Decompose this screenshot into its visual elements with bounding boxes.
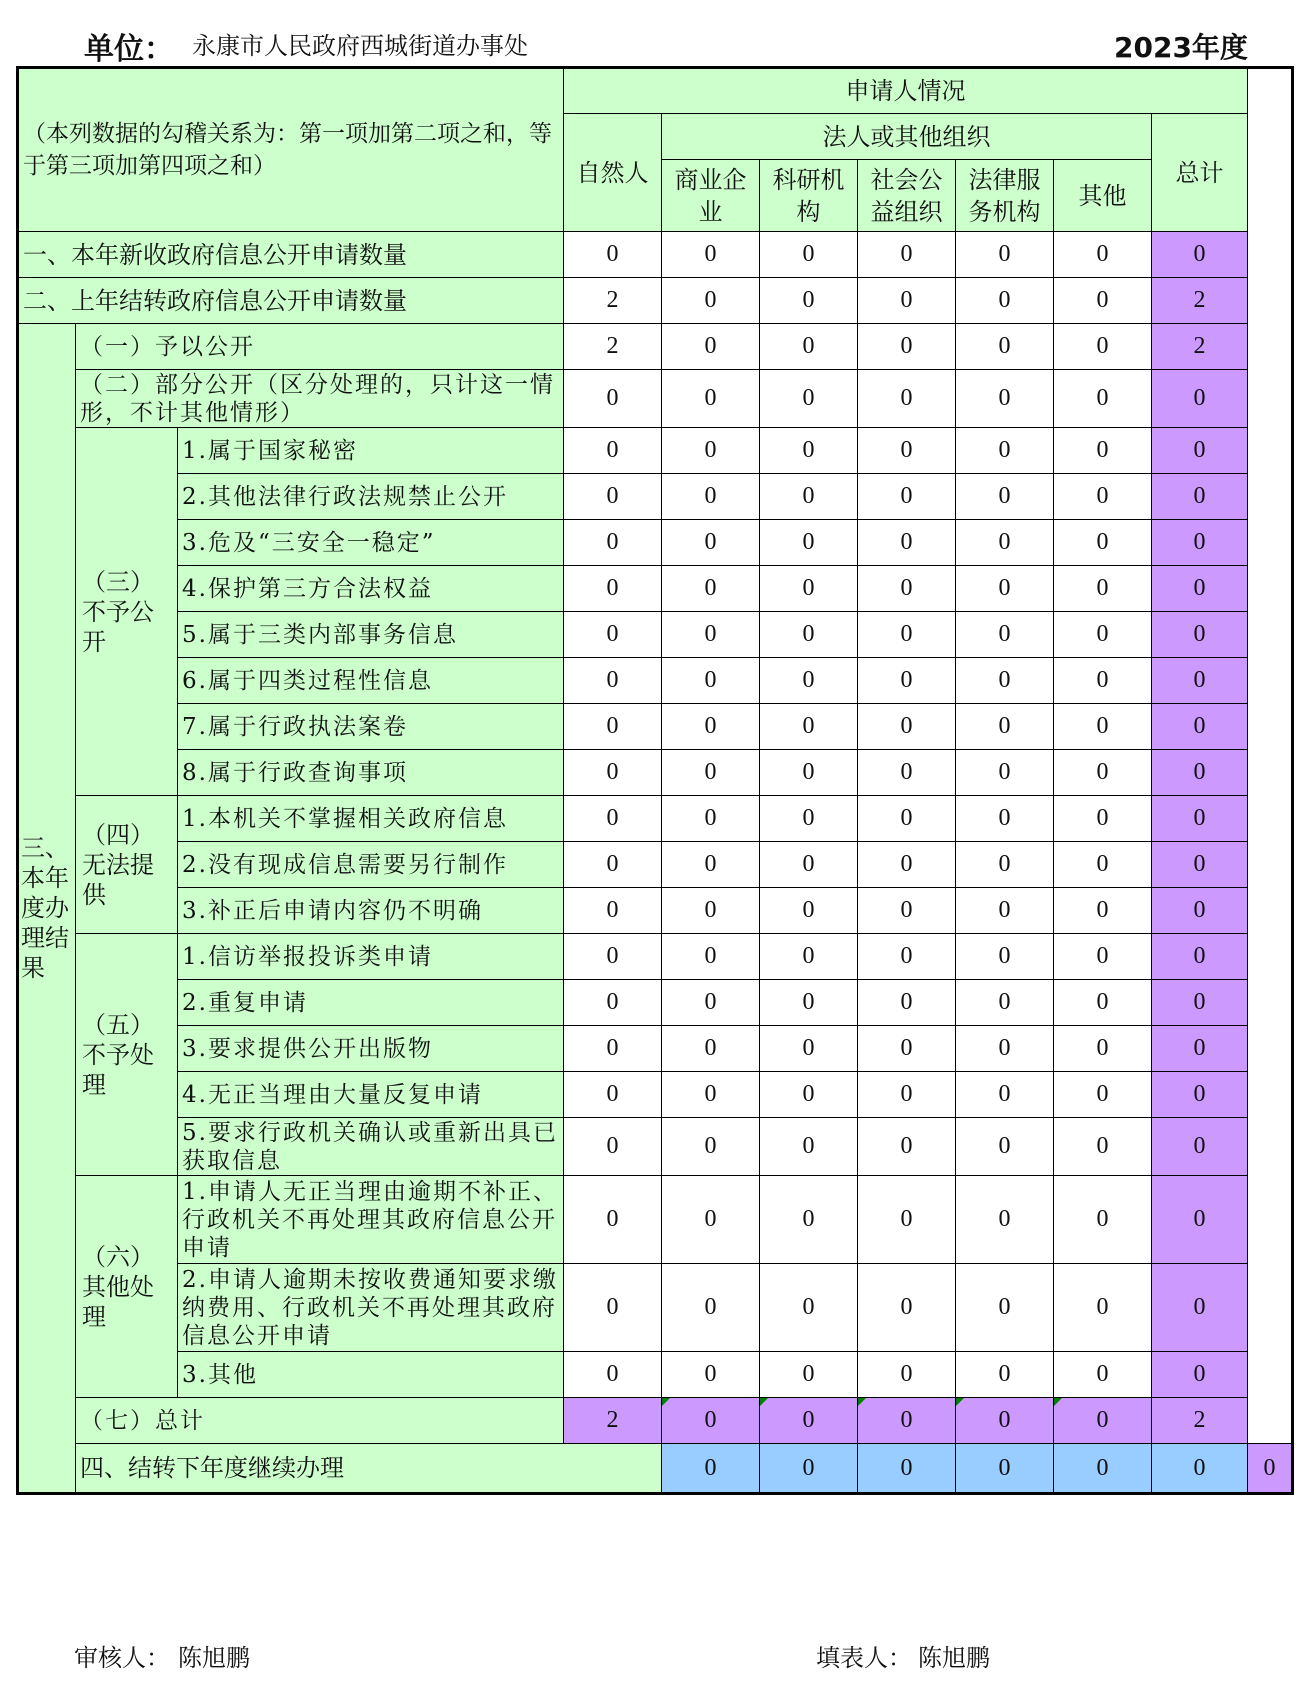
total-cell: 0: [1152, 520, 1248, 566]
table-row: [18, 796, 1293, 842]
cell: 0: [858, 520, 956, 566]
cell: 0: [956, 1398, 1054, 1444]
row-label: 3.其他: [178, 1352, 564, 1398]
table-row: [18, 566, 1293, 612]
row-label: （二）部分公开（区分处理的，只计这一情形，不计其他情形）: [76, 370, 564, 428]
row-label: 5.要求行政机关确认或重新出具已获取信息: [178, 1118, 564, 1176]
cell: 0: [1054, 888, 1152, 934]
cell: 0: [1054, 370, 1152, 428]
cell: 0: [858, 278, 956, 324]
total-cell: 0: [1152, 658, 1248, 704]
other-header: 其他: [1054, 160, 1152, 232]
cell: 0: [760, 888, 858, 934]
research-header: 科研机构: [760, 160, 858, 232]
cell: 0: [956, 1352, 1054, 1398]
cell: 0: [956, 1444, 1054, 1494]
filler-label: 填表人：: [816, 1644, 912, 1672]
cell: 0: [858, 1352, 956, 1398]
cell: 0: [564, 796, 662, 842]
total-cell: 0: [1152, 1118, 1248, 1176]
table-row: [18, 232, 1293, 278]
total-cell: 0: [1152, 370, 1248, 428]
cell: 0: [858, 1072, 956, 1118]
total-cell: 0: [1152, 474, 1248, 520]
table-row: [18, 520, 1293, 566]
total-cell: 0: [1152, 1072, 1248, 1118]
cell: 0: [956, 750, 1054, 796]
report-header: [16, 14, 1296, 67]
cell: 0: [956, 612, 1054, 658]
cell: 0: [1152, 1444, 1248, 1494]
cell: 0: [662, 232, 760, 278]
cell: 0: [662, 934, 760, 980]
cell: 0: [564, 520, 662, 566]
checksum-note: （本列数据的勾稽关系为：第一项加第二项之和，等于第三项加第四项之和）: [18, 68, 564, 232]
table-row: [18, 750, 1293, 796]
cell: 0: [858, 474, 956, 520]
cell: 0: [1054, 980, 1152, 1026]
row-label: 1.本机关不掌握相关政府信息: [178, 796, 564, 842]
cell: 0: [662, 1352, 760, 1398]
cell: 2: [564, 1398, 662, 1444]
cell: 0: [760, 1444, 858, 1494]
row-label: 1.申请人无正当理由逾期不补正、行政机关不再处理其政府信息公开申请: [178, 1176, 564, 1264]
cell: 0: [1054, 324, 1152, 370]
unit-label: 单位：: [84, 32, 174, 67]
cell: 0: [662, 842, 760, 888]
cell: 0: [858, 1444, 956, 1494]
cell: 0: [760, 934, 858, 980]
total-cell: 2: [1152, 278, 1248, 324]
social-header: 社会公益组织: [858, 160, 956, 232]
cell: 0: [956, 278, 1054, 324]
cell: 0: [564, 1072, 662, 1118]
g5-label: （五）不予处理: [76, 934, 178, 1176]
cell: 0: [858, 796, 956, 842]
cell: 0: [858, 566, 956, 612]
cell: 0: [760, 474, 858, 520]
cell: 0: [564, 934, 662, 980]
cell: 0: [564, 232, 662, 278]
total-cell: 0: [1152, 1176, 1248, 1264]
cell: 0: [1054, 704, 1152, 750]
cell: 0: [858, 934, 956, 980]
cell: 0: [662, 1176, 760, 1264]
cell: 0: [1054, 612, 1152, 658]
cell: 0: [760, 750, 858, 796]
cell: 0: [564, 1026, 662, 1072]
row-label: 3.危及“三安全一稳定”: [178, 520, 564, 566]
cell: 0: [662, 1118, 760, 1176]
cell: 0: [760, 704, 858, 750]
g6-label: （六）其他处理: [76, 1176, 178, 1398]
total-cell: 0: [1152, 796, 1248, 842]
cell: 0: [564, 612, 662, 658]
total-cell: 2: [1152, 324, 1248, 370]
legal-group-header: 法人或其他组织: [662, 114, 1152, 160]
cell: 0: [1054, 566, 1152, 612]
cell: 0: [564, 888, 662, 934]
table-row: [18, 658, 1293, 704]
cell: 0: [662, 1026, 760, 1072]
g4-label: （四）无法提供: [76, 796, 178, 934]
cell: 0: [858, 750, 956, 796]
commercial-header: 商业企业: [662, 160, 760, 232]
cell: 0: [1054, 1026, 1152, 1072]
total-header: 总计: [1152, 114, 1248, 232]
total-cell: 0: [1152, 566, 1248, 612]
cell: 0: [858, 980, 956, 1026]
cell: 0: [564, 704, 662, 750]
cell: 0: [1054, 934, 1152, 980]
table-row: [18, 324, 1293, 370]
cell: 0: [760, 1398, 858, 1444]
cell: 0: [956, 1072, 1054, 1118]
natural-person-header: 自然人: [564, 114, 662, 232]
cell: 0: [662, 704, 760, 750]
row-label: （七）总计: [76, 1398, 564, 1444]
unit-name: 永康市人民政府西城街道办事处: [192, 32, 528, 60]
cell: 0: [760, 796, 858, 842]
cell: 0: [662, 612, 760, 658]
cell: 0: [1054, 750, 1152, 796]
table-row: [18, 1398, 1293, 1444]
cell: 0: [662, 474, 760, 520]
row-label: 8.属于行政查询事项: [178, 750, 564, 796]
row-label: 6.属于四类过程性信息: [178, 658, 564, 704]
row-label: 3.要求提供公开出版物: [178, 1026, 564, 1072]
cell: 0: [760, 1118, 858, 1176]
cell: 0: [858, 888, 956, 934]
cell: 0: [956, 1264, 1054, 1352]
total-cell: 0: [1152, 750, 1248, 796]
cell: 2: [564, 324, 662, 370]
cell: 0: [956, 370, 1054, 428]
report-table: [16, 66, 1294, 1495]
row-label: 二、上年结转政府信息公开申请数量: [18, 278, 564, 324]
cell: 0: [564, 658, 662, 704]
cell: 0: [956, 474, 1054, 520]
cell: 0: [1054, 474, 1152, 520]
cell: 0: [956, 428, 1054, 474]
cell: 0: [858, 842, 956, 888]
table-row: [18, 370, 1293, 428]
cell: 0: [1054, 1118, 1152, 1176]
cell: 0: [760, 520, 858, 566]
cell: 0: [564, 980, 662, 1026]
g3-label: （三）不予公开: [76, 428, 178, 796]
row-label: （一）予以公开: [76, 324, 564, 370]
cell: 0: [760, 566, 858, 612]
cell: 0: [760, 1176, 858, 1264]
cell: 0: [564, 428, 662, 474]
cell: 0: [564, 1176, 662, 1264]
row-label: 2.没有现成信息需要另行制作: [178, 842, 564, 888]
table-row: [18, 612, 1293, 658]
cell: 2: [564, 278, 662, 324]
cell: 0: [760, 842, 858, 888]
row-label: 4.保护第三方合法权益: [178, 566, 564, 612]
cell: 0: [760, 232, 858, 278]
cell: 0: [1054, 658, 1152, 704]
cell: 0: [956, 566, 1054, 612]
cell: 0: [956, 934, 1054, 980]
total-cell: 0: [1248, 1444, 1293, 1494]
cell: 0: [956, 324, 1054, 370]
cell: 0: [858, 1176, 956, 1264]
cell: 0: [858, 704, 956, 750]
table-row: [18, 704, 1293, 750]
cell: 0: [956, 520, 1054, 566]
cell: 0: [760, 658, 858, 704]
cell: 0: [858, 428, 956, 474]
cell: 0: [858, 232, 956, 278]
row-label: 四、结转下年度继续办理: [76, 1444, 662, 1494]
cell: 0: [564, 842, 662, 888]
cell: 0: [956, 1118, 1054, 1176]
filler-name: 陈旭鹏: [918, 1644, 990, 1672]
cell: 0: [760, 324, 858, 370]
cell: 0: [662, 566, 760, 612]
cell: 0: [662, 278, 760, 324]
row-label: 3.补正后申请内容仍不明确: [178, 888, 564, 934]
table-row: [18, 1118, 1293, 1176]
reviewer-name: 陈旭鹏: [178, 1644, 250, 1672]
table-row: [18, 1352, 1293, 1398]
section3-label: 三、本年度办理结果: [18, 324, 76, 1494]
row-label: 2.其他法律行政法规禁止公开: [178, 474, 564, 520]
row-label: 一、本年新收政府信息公开申请数量: [18, 232, 564, 278]
cell: 0: [1054, 1264, 1152, 1352]
cell: 0: [564, 566, 662, 612]
cell: 0: [760, 278, 858, 324]
cell: 0: [760, 1072, 858, 1118]
cell: 0: [1054, 278, 1152, 324]
cell: 0: [760, 612, 858, 658]
table-row: [18, 1444, 1293, 1494]
report-footer: [16, 1618, 1294, 1688]
cell: 0: [1054, 842, 1152, 888]
row-label: 2.重复申请: [178, 980, 564, 1026]
cell: 0: [662, 1444, 760, 1494]
cell: 0: [564, 370, 662, 428]
cell: 0: [564, 750, 662, 796]
total-cell: 2: [1152, 1398, 1248, 1444]
applicant-header: 申请人情况: [564, 68, 1248, 114]
total-cell: 0: [1152, 704, 1248, 750]
cell: 0: [956, 980, 1054, 1026]
legal-service-header: 法律服务机构: [956, 160, 1054, 232]
table-row: [18, 1176, 1293, 1264]
cell: 0: [760, 370, 858, 428]
total-cell: 0: [1152, 842, 1248, 888]
cell: 0: [858, 1264, 956, 1352]
cell: 0: [956, 796, 1054, 842]
cell: 0: [760, 428, 858, 474]
cell: 0: [662, 980, 760, 1026]
row-label: 7.属于行政执法案卷: [178, 704, 564, 750]
cell: 0: [956, 704, 1054, 750]
table-row: [18, 842, 1293, 888]
cell: 0: [564, 1352, 662, 1398]
cell: 0: [956, 658, 1054, 704]
cell: 0: [564, 1118, 662, 1176]
total-cell: 0: [1152, 1026, 1248, 1072]
cell: 0: [1054, 520, 1152, 566]
cell: 0: [956, 888, 1054, 934]
row-label: 4.无正当理由大量反复申请: [178, 1072, 564, 1118]
cell: 0: [662, 1264, 760, 1352]
cell: 0: [1054, 796, 1152, 842]
cell: 0: [662, 750, 760, 796]
row-label: 2.申请人逾期未按收费通知要求缴纳费用、行政机关不再处理其政府信息公开申请: [178, 1264, 564, 1352]
cell: 0: [662, 324, 760, 370]
table-row: [18, 428, 1293, 474]
cell: 0: [662, 520, 760, 566]
total-cell: 0: [1152, 934, 1248, 980]
total-cell: 0: [1152, 612, 1248, 658]
cell: 0: [1054, 428, 1152, 474]
report-year: 2023年度: [1114, 31, 1248, 64]
total-cell: 0: [1152, 232, 1248, 278]
table-row: [18, 474, 1293, 520]
cell: 0: [1054, 1176, 1152, 1264]
reviewer-label: 审核人：: [74, 1644, 170, 1672]
cell: 0: [956, 232, 1054, 278]
row-label: 1.属于国家秘密: [178, 428, 564, 474]
total-cell: 0: [1152, 888, 1248, 934]
row-label: 1.信访举报投诉类申请: [178, 934, 564, 980]
table-row: [18, 1026, 1293, 1072]
cell: 0: [858, 1026, 956, 1072]
cell: 0: [662, 888, 760, 934]
cell: 0: [858, 658, 956, 704]
table-row: [18, 980, 1293, 1026]
cell: 0: [760, 1026, 858, 1072]
cell: 0: [760, 980, 858, 1026]
cell: 0: [760, 1352, 858, 1398]
cell: 0: [760, 1264, 858, 1352]
cell: 0: [956, 1176, 1054, 1264]
cell: 0: [1054, 1352, 1152, 1398]
cell: 0: [858, 370, 956, 428]
cell: 0: [1054, 1072, 1152, 1118]
cell: 0: [858, 1398, 956, 1444]
cell: 0: [662, 428, 760, 474]
cell: 0: [564, 474, 662, 520]
total-cell: 0: [1152, 1264, 1248, 1352]
cell: 0: [956, 1026, 1054, 1072]
table-row: [18, 278, 1293, 324]
cell: 0: [956, 842, 1054, 888]
cell: 0: [1054, 1444, 1152, 1494]
total-cell: 0: [1152, 980, 1248, 1026]
row-label: 5.属于三类内部事务信息: [178, 612, 564, 658]
cell: 0: [858, 324, 956, 370]
cell: 0: [564, 1264, 662, 1352]
total-cell: 0: [1152, 428, 1248, 474]
table-row: [18, 1072, 1293, 1118]
cell: 0: [662, 796, 760, 842]
total-cell: 0: [1152, 1352, 1248, 1398]
table-row: [18, 934, 1293, 980]
cell: 0: [662, 658, 760, 704]
cell: 0: [1054, 1398, 1152, 1444]
cell: 0: [662, 1072, 760, 1118]
cell: 0: [662, 370, 760, 428]
table-row: [18, 1264, 1293, 1352]
cell: 0: [858, 612, 956, 658]
cell: 0: [858, 1118, 956, 1176]
cell: 0: [662, 1398, 760, 1444]
table-row: [18, 888, 1293, 934]
cell: 0: [1054, 232, 1152, 278]
